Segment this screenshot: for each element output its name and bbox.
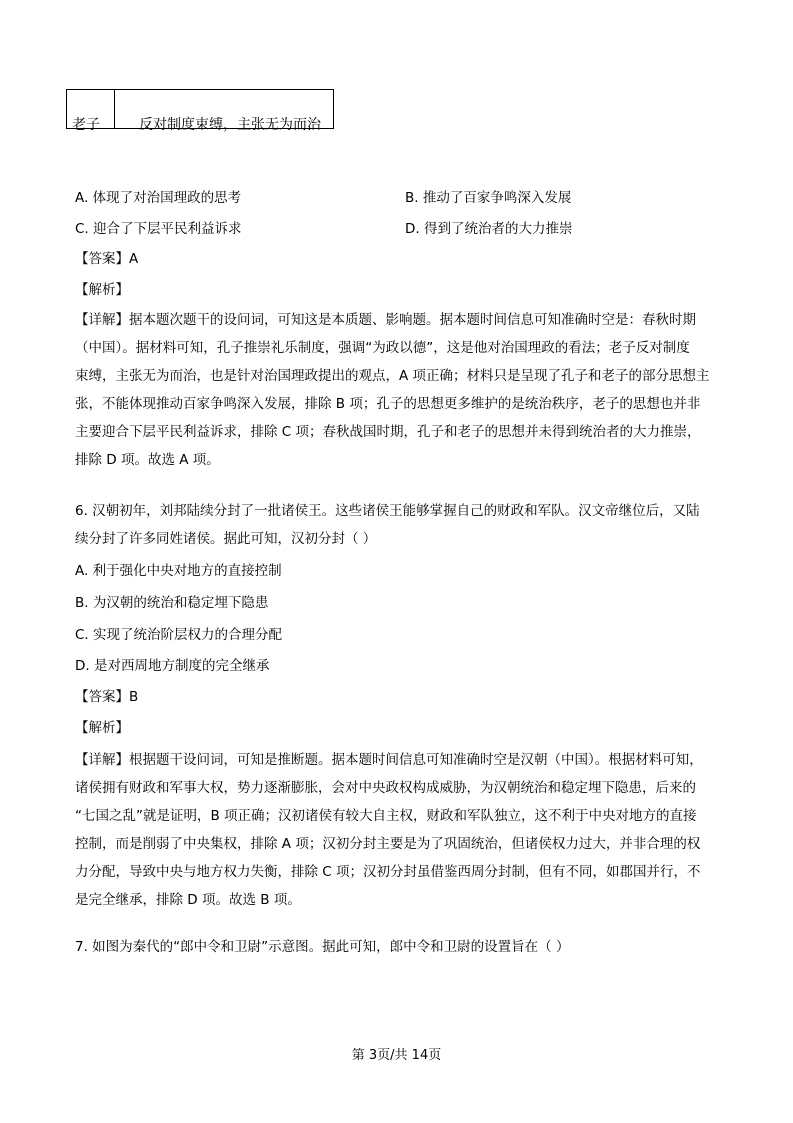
text-line: “七国之乱”就是证明，B 项正确；汉初诸侯有较大自主权，财政和军队独立，这不利于中央对地方的直接 <box>75 808 697 824</box>
text-line: 力分配，导致中央与地方权力失衡，排除 C 项；汉初分封虽借鉴西周分封制，但有不同，如郡国并行，不 <box>75 864 701 880</box>
q6-option-b: B. 为汉朝的统治和稳定埋下隐患 <box>75 595 269 611</box>
q6-option-a: A. 利于强化中央对地方的直接控制 <box>75 563 282 579</box>
table-row <box>67 90 334 129</box>
q5-analysis-heading: 【解析】 <box>75 282 129 298</box>
q5-option-d: D. 得到了统治者的大力推崇 <box>405 221 573 237</box>
text-line: （中国）。据材料可知，孔子推崇礼乐制度，强调“为政以德”，这是他对治国理政的看法；老子反对制度 <box>75 340 690 356</box>
text-line: 控制，而是削弱了中央集权，排除 A 项；汉初分封主要是为了巩固统治，但诸侯权力过大，并非合理的权 <box>75 836 701 852</box>
q6-detail <box>75 746 735 914</box>
table-cell-thinker: 老子 <box>67 90 115 129</box>
text-line: 主要迎合下层平民利益诉求，排除 C 项；春秋战国时期，孔子和老子的思想并未得到统治者的大力推崇， <box>75 424 701 440</box>
q5-detail <box>75 306 735 474</box>
material-table <box>66 89 334 133</box>
q5-option-c: C. 迎合了下层平民利益诉求 <box>75 221 242 237</box>
text-line: 【详解】根据题干设问词，可知是推断题。据本题时间信息可知准确时空是汉朝（中国）。根据材料可知， <box>75 752 703 768</box>
text-line: 张，不能体现推动百家争鸣深入发展，排除 B 项；孔子的思想更多维护的是统治秩序，老子的思想也并非 <box>75 396 701 412</box>
q7-stem: 7. 如图为秦代的“郎中令和卫尉”示意图。据此可知，郎中令和卫尉的设置旨在（ ） <box>75 939 570 955</box>
text-line: 6. 汉朝初年，刘邦陆续分封了一批诸侯王。这些诸侯王能够掌握自己的财政和军队。汉文帝继位后，又陆 <box>75 503 700 519</box>
text-line: 排除 D 项。故选 A 项。 <box>75 452 220 468</box>
q5-option-a: A. 体现了对治国理政的思考 <box>75 190 242 206</box>
q6-analysis-heading: 【解析】 <box>75 720 129 736</box>
q5-answer: 【答案】A <box>75 251 139 267</box>
page-footer: 第 3页/共 14页 <box>351 1048 442 1063</box>
text-line: 是完全继承，排除 D 项。故选 B 项。 <box>75 892 301 908</box>
q6-answer: 【答案】B <box>75 689 139 705</box>
q6-option-c: C. 实现了统治阶层权力的合理分配 <box>75 627 283 643</box>
q6-option-d: D. 是对西周地方制度的完全继承 <box>75 658 270 674</box>
table-cell-view: 反对制度束缚，主张无为而治 <box>115 90 334 129</box>
text-line: 【详解】据本题次题干的设问词，可知这是本质题、影响题。据本题时间信息可知准确时空是：春秋时期 <box>75 312 696 328</box>
text-line: 束缚，主张无为而治，也是针对治国理政提出的观点，A 项正确；材料只是呈现了孔子和老子的部分思想主 <box>75 368 710 384</box>
text-line: 诸侯拥有财政和军事大权，势力逐渐膨胀，会对中央政权构成威胁，为汉朝统治和稳定埋下隐患，后来的 <box>75 780 696 796</box>
q5-option-b: B. 推动了百家争鸣深入发展 <box>405 190 572 206</box>
text-line: 续分封了许多同姓诸侯。据此可知，汉初分封（ ） <box>75 531 377 547</box>
q6-stem <box>75 497 735 553</box>
